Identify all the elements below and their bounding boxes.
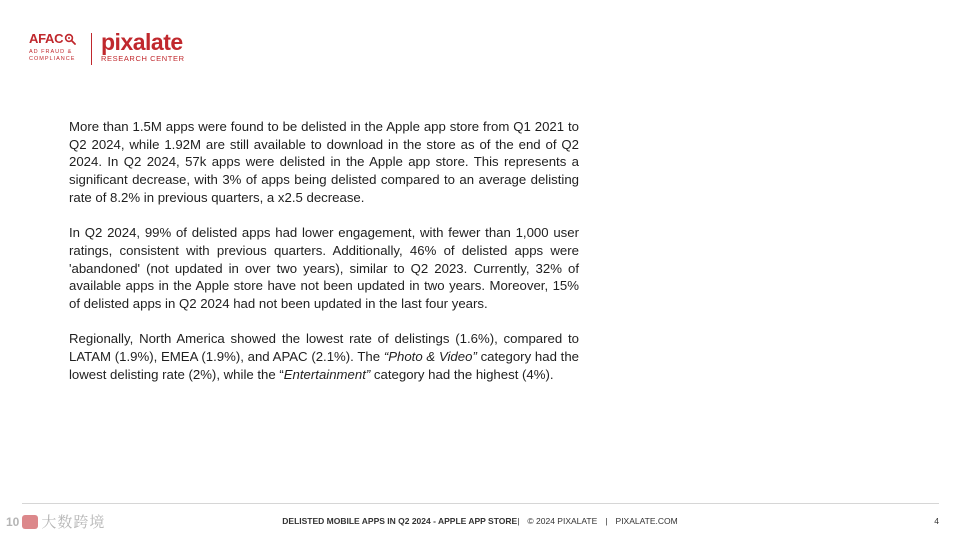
paragraph-2: In Q2 2024, 99% of delisted apps had lower engagement, with fewer than 1,000 user ratings, consistent with previous quarters. Additionally, 46% of delisted apps were 'abandoned' (not updated in over two years), similar to Q2 2023. Currently, 32% of available apps in the Apple store have not been updated in two years. Moreover, 15% of delisted apps in Q2 2024 had not been updated in the last four years. bbox=[69, 225, 579, 312]
paragraph-1: More than 1.5M apps were found to be delisted in the Apple app store from Q1 2021 to Q2 2024, while 1.92M are still available to download in the store as of the end of Q2 2024. In Q2 2024, 57k apps were delisted in the Apple app store. This represents a significant decrease, with 3% of apps being delisted compared to an average delisting rate of 8.2% in previous quarters, a x2.5 decrease. bbox=[69, 119, 579, 205]
footer-separator-1: | bbox=[517, 516, 520, 526]
pixalate-logo-text: pixalate bbox=[101, 29, 183, 55]
footer bbox=[0, 515, 960, 527]
paragraph-3-part-b: category had the lowest delisting rate (2%), while the “ bbox=[69, 349, 579, 382]
afac-subtitle: AD FRAUD & COMPLIANCE bbox=[29, 49, 76, 62]
entertainment-category: Entertainment” bbox=[283, 366, 371, 382]
afac-logo-text: AFAC bbox=[29, 31, 64, 46]
footer-website-link[interactable]: PIXALATE.COM bbox=[615, 516, 678, 526]
magnifier-icon bbox=[64, 33, 76, 45]
watermark-number: 10 bbox=[6, 514, 20, 529]
footer-report-title: DELISTED MOBILE APPS IN Q2 2024 - APPLE APP STORE bbox=[282, 516, 518, 526]
pixalate-logo bbox=[101, 31, 185, 63]
afac-logo bbox=[29, 31, 85, 62]
body-text bbox=[69, 118, 579, 401]
page-number: 4 bbox=[934, 516, 939, 526]
header-logos bbox=[29, 31, 185, 71]
footer-copyright: © 2024 PIXALATE bbox=[527, 516, 598, 526]
footer-separator-2: | bbox=[605, 516, 608, 526]
logo-divider bbox=[91, 33, 92, 65]
paragraph-3-part-c: category had the highest (4%). bbox=[370, 366, 554, 382]
paragraph-3-part-a: Regionally, North America showed the lowest rate of delistings (1.6%), compared to LATAM (1.9%), EMEA (1.9%), and APAC (2.1%). The bbox=[69, 331, 579, 365]
footer-rule bbox=[22, 503, 939, 504]
watermark-text: 大数跨境 bbox=[41, 513, 106, 531]
paragraph-3 bbox=[69, 330, 579, 383]
pixalate-subtitle: RESEARCH CENTER bbox=[101, 54, 185, 63]
photo-video-category: “Photo & Video” bbox=[383, 349, 477, 365]
